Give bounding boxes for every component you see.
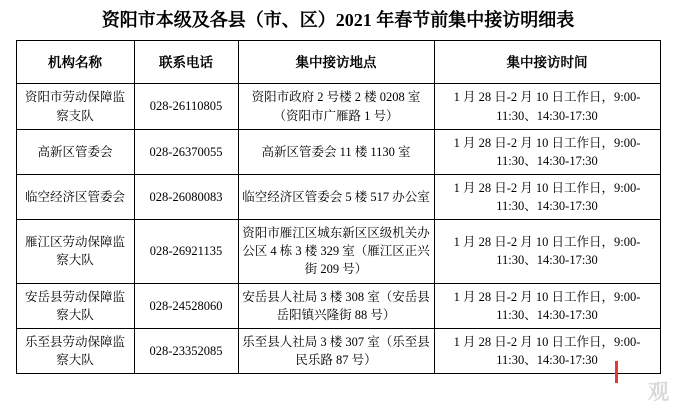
cell-org: 乐至县劳动保障监察大队 (16, 328, 134, 373)
table-row (16, 220, 660, 283)
cell-tel: 028-23352085 (134, 328, 238, 373)
table-row (16, 174, 660, 219)
cell-org: 资阳市劳动保障监察支队 (16, 84, 134, 129)
cell-place: 安岳县人社局 3 楼 308 室（安岳县岳阳镇兴隆街 88 号） (238, 283, 434, 328)
cell-org: 雁江区劳动保障监察大队 (16, 220, 134, 283)
cell-tel: 028-24528060 (134, 283, 238, 328)
page-title: 资阳市本级及各县（市、区）2021 年春节前集中接访明细表 (101, 10, 575, 30)
cell-org: 安岳县劳动保障监察大队 (16, 283, 134, 328)
cell-org: 临空经济区管委会 (16, 174, 134, 219)
table-row (16, 328, 660, 373)
cell-time: 1 月 28 日-2 月 10 日工作日，9:00-11:30、14:30-17:30 (434, 328, 660, 373)
cell-tel: 028-26921135 (134, 220, 238, 283)
cell-time: 1 月 28 日-2 月 10 日工作日，9:00-11:30、14:30-17:30 (434, 174, 660, 219)
table-row (16, 283, 660, 328)
column-header-tel: 联系电话 (134, 41, 238, 84)
cell-tel: 028-26080083 (134, 174, 238, 219)
watermark-text: 观 (648, 380, 670, 404)
cell-time: 1 月 28 日-2 月 10 日工作日，9:00-11:30、14:30-17:30 (434, 84, 660, 129)
cell-time: 1 月 28 日-2 月 10 日工作日，9:00-11:30、14:30-17:30 (434, 220, 660, 283)
cell-place: 资阳市政府 2 号楼 2 楼 0208 室（资阳市广雁路 1 号） (238, 84, 434, 129)
cell-place: 资阳市雁江区城东新区区级机关办公区 4 栋 3 楼 329 室（雁江区正兴街 209 号） (238, 220, 434, 283)
interview-schedule-table (16, 40, 661, 374)
table-row (16, 129, 660, 174)
cell-org: 高新区管委会 (16, 129, 134, 174)
column-header-time: 集中接访时间 (434, 41, 660, 84)
cell-place: 高新区管委会 11 楼 1130 室 (238, 129, 434, 174)
cell-tel: 028-26110805 (134, 84, 238, 129)
table-header-row (16, 41, 660, 84)
cell-tel: 028-26370055 (134, 129, 238, 174)
cell-place: 乐至县人社局 3 楼 307 室（乐至县民乐路 87 号） (238, 328, 434, 373)
cell-time: 1 月 28 日-2 月 10 日工作日，9:00-11:30、14:30-17:30 (434, 129, 660, 174)
column-header-org: 机构名称 (16, 41, 134, 84)
cell-time: 1 月 28 日-2 月 10 日工作日，9:00-11:30、14:30-17:30 (434, 283, 660, 328)
column-header-place: 集中接访地点 (238, 41, 434, 84)
cell-place: 临空经济区管委会 5 楼 517 办公室 (238, 174, 434, 219)
table-row (16, 84, 660, 129)
